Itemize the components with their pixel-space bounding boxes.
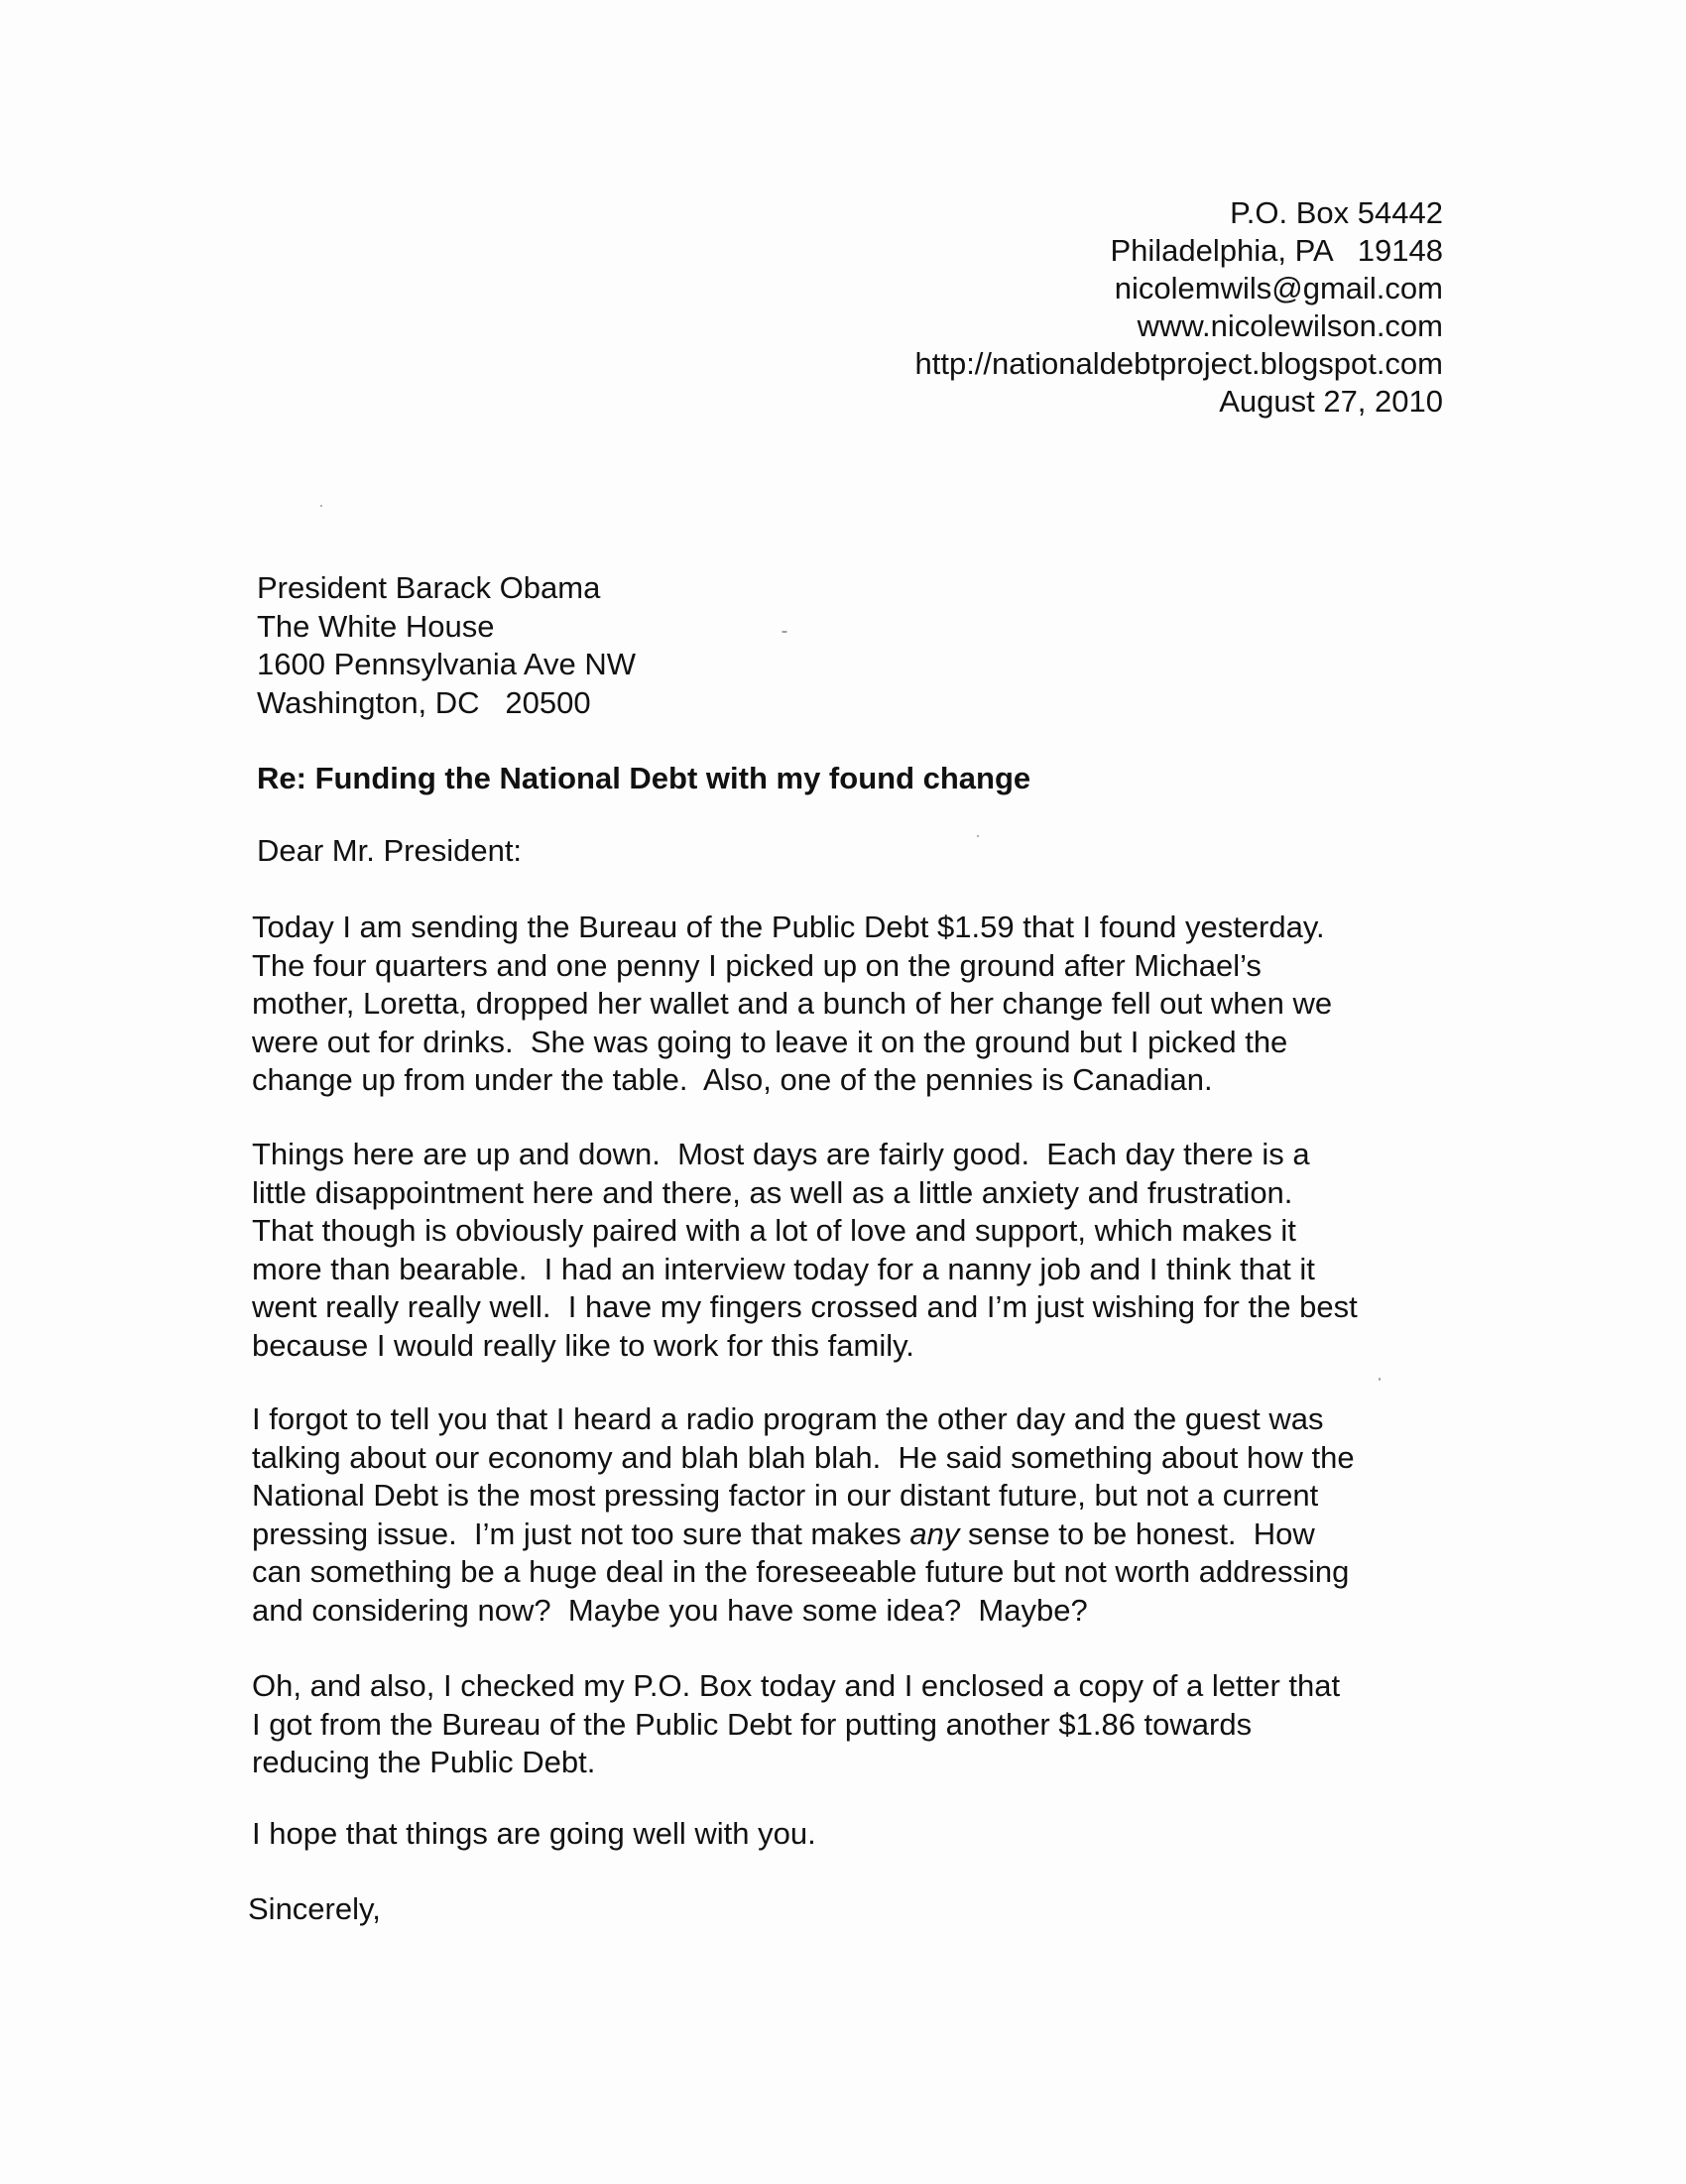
scan-speck xyxy=(320,505,322,507)
recipient-organization: The White House xyxy=(257,608,495,644)
paragraph-line: more than bearable. I had an interview today for a nanny job and I think that it xyxy=(252,1251,1315,1286)
paragraph-line: The four quarters and one penny I picked up on the ground after Michael’s xyxy=(252,947,1262,983)
paragraph-line: I hope that things are going well with you. xyxy=(252,1816,816,1851)
paragraph-line: because I would really like to work for this family. xyxy=(252,1327,914,1363)
salutation: Dear Mr. President: xyxy=(257,833,523,868)
paragraph-line: Today I am sending the Bureau of the Public Debt $1.59 that I found yesterday. xyxy=(252,910,1325,944)
paragraph-line-text: pressing issue. I’m just not too sure that makes xyxy=(252,1516,910,1551)
scan-speck xyxy=(1379,1378,1381,1381)
scan-speck xyxy=(782,631,787,633)
letter-date: August 27, 2010 xyxy=(1219,384,1443,419)
paragraph-personal-update xyxy=(252,1136,1472,1365)
paragraph-line: I got from the Bureau of the Public Debt for putting another $1.86 towards xyxy=(252,1706,1253,1742)
paragraph-line-with-emphasis xyxy=(252,1516,1472,1554)
paragraph-line: were out for drinks. She was going to leave it on the ground but I picked the xyxy=(252,1024,1288,1059)
paragraph-line: talking about our economy and blah blah blah. He said something about how the xyxy=(252,1439,1355,1475)
paragraph-line: change up from under the table. Also, one of the pennies is Canadian. xyxy=(252,1062,1213,1097)
recipient-city-state-zip: Washington, DC 20500 xyxy=(257,684,591,720)
sender-address-block xyxy=(914,194,1443,421)
paragraph-line: mother, Loretta, dropped her wallet and a bunch of her change fell out when we xyxy=(252,986,1333,1021)
emphasized-word: any xyxy=(909,1516,960,1551)
paragraph-line: can something be a huge deal in the foreseeable future but not worth addressing xyxy=(252,1554,1350,1589)
paragraph-line: and considering now? Maybe you have some idea? Maybe? xyxy=(252,1592,1088,1628)
subject-line: Re: Funding the National Debt with my found change xyxy=(257,761,1031,795)
recipient-address-block xyxy=(257,569,636,722)
sender-po-box: P.O. Box 54442 xyxy=(1230,195,1443,230)
paragraph-line: I forgot to tell you that I heard a radio program the other day and the guest was xyxy=(252,1401,1324,1436)
recipient-street: 1600 Pennsylvania Ave NW xyxy=(257,647,636,681)
closing: Sincerely, xyxy=(248,1891,381,1926)
sender-city-state-zip: Philadelphia, PA 19148 xyxy=(1110,233,1443,268)
paragraph-po-box-letter xyxy=(252,1667,1472,1782)
paragraph-well-wishes xyxy=(252,1815,1472,1854)
paragraph-found-change xyxy=(252,909,1472,1100)
paragraph-line: went really really well. I have my fingers crossed and I’m just wishing for the best xyxy=(252,1289,1358,1324)
paragraph-line: That though is obviously paired with a lot of love and support, which makes it xyxy=(252,1213,1296,1248)
scan-speck xyxy=(977,835,979,837)
paragraph-line: reducing the Public Debt. xyxy=(252,1745,596,1779)
paragraph-line: little disappointment here and there, as well as a little anxiety and frustration. xyxy=(252,1174,1293,1210)
paragraph-line: Oh, and also, I checked my P.O. Box today and I enclosed a copy of a letter that xyxy=(252,1668,1341,1703)
recipient-name: President Barack Obama xyxy=(257,570,601,605)
sender-email: nicolemwils@gmail.com xyxy=(1114,271,1443,305)
sender-blog-url: http://nationaldebtproject.blogspot.com xyxy=(914,346,1443,381)
paragraph-radio-program xyxy=(252,1400,1472,1630)
paragraph-line-text: sense to be honest. How xyxy=(959,1516,1315,1551)
paragraph-line: Things here are up and down. Most days are fairly good. Each day there is a xyxy=(252,1137,1310,1171)
sender-website: www.nicolewilson.com xyxy=(1137,308,1443,343)
paragraph-line: National Debt is the most pressing factor in our distant future, but not a current xyxy=(252,1478,1319,1513)
